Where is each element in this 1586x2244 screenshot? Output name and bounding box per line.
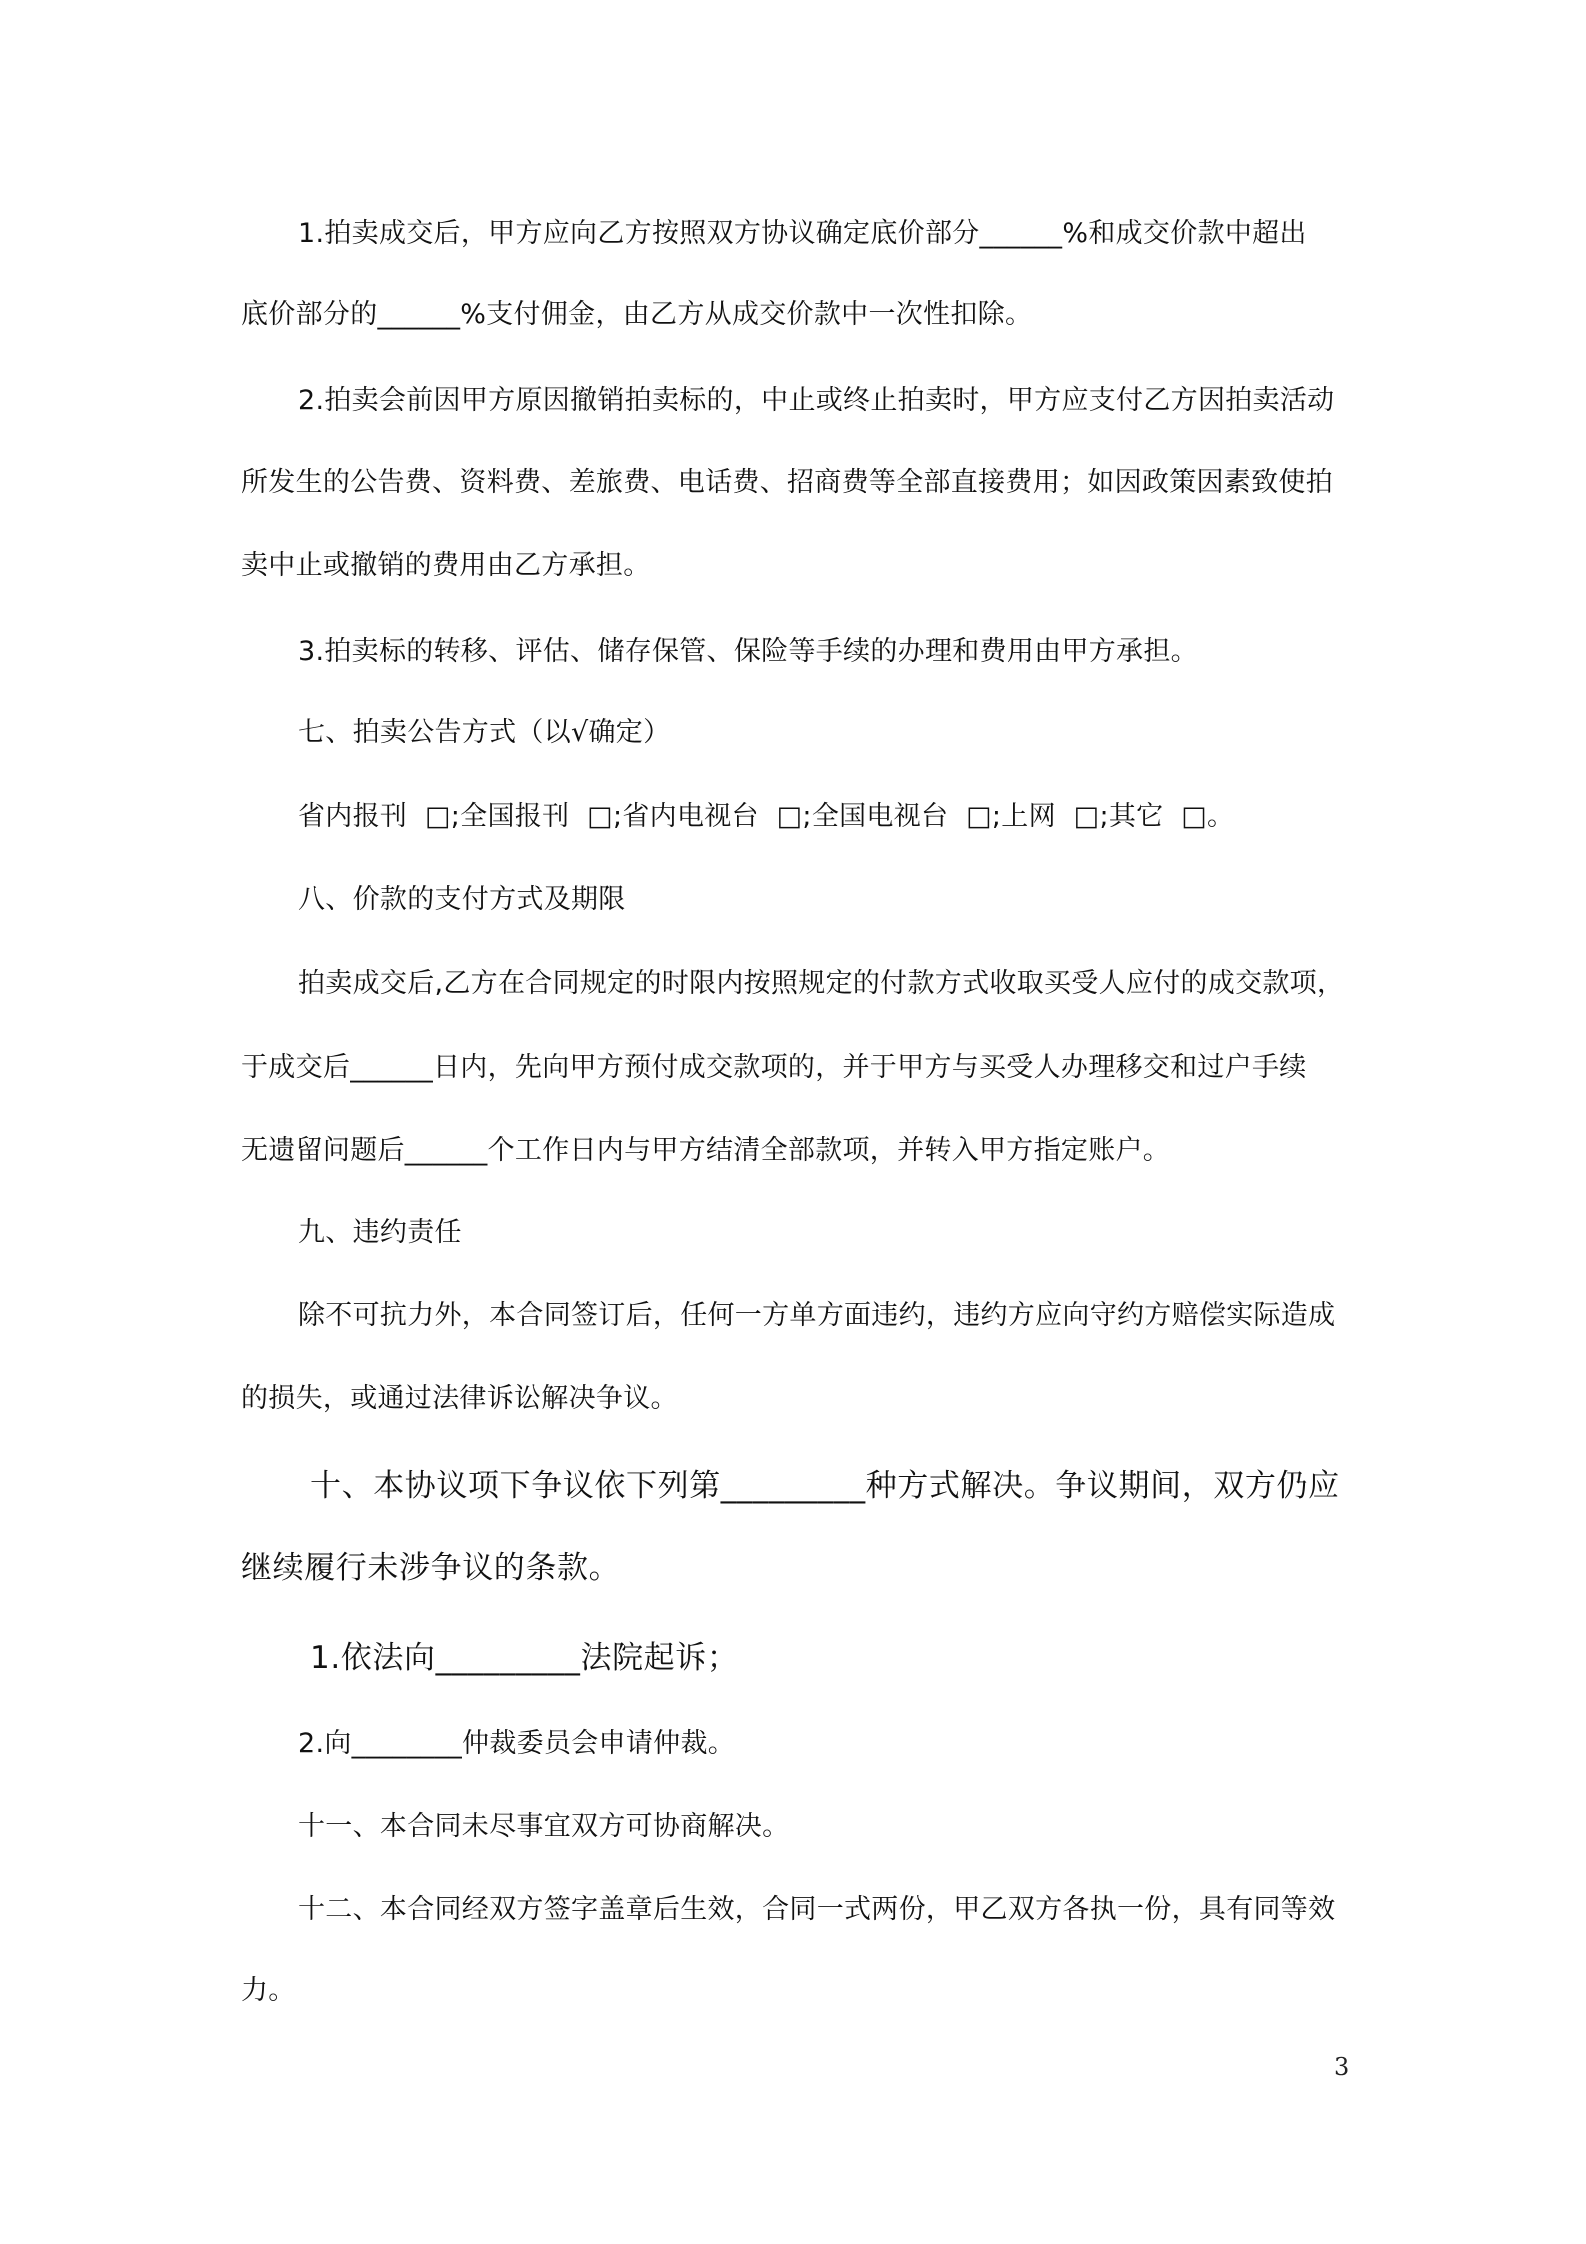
clause-6-item-2-line-3: 卖中止或撤销的费用由乙方承担。 xyxy=(241,550,651,581)
clause-6-item-1-line-1: 1.拍卖成交后，甲方应向乙方按照双方协议确定底价部分______%和成交价款中超出 xyxy=(298,218,1307,249)
clause-6-item-3: 3.拍卖标的转移、评估、储存保管、保险等手续的办理和费用由甲方承担。 xyxy=(298,636,1198,667)
section-10-option-2: 2.向________仲裁委员会申请仲裁。 xyxy=(298,1728,736,1759)
section-12-line-2: 力。 xyxy=(241,1975,296,2006)
section-7-options: 省内报刊 □;全国报刊 □;省内电视台 □;全国电视台 □;上网 □;其它 □。 xyxy=(298,801,1235,832)
clause-6-item-1-line-2: 底价部分的______%支付佣金，由乙方从成交价款中一次性扣除。 xyxy=(241,299,1033,330)
section-10-option-1: 1.依法向_________法院起诉； xyxy=(310,1640,739,1676)
section-8-heading: 八、价款的支付方式及期限 xyxy=(298,884,626,915)
section-8-line-2: 于成交后______日内，先向甲方预付成交款项的，并于甲方与买受人办理移交和过户手续 xyxy=(241,1052,1307,1083)
section-8-line-1: 拍卖成交后,乙方在合同规定的时限内按照规定的付款方式收取买受人应付的成交款项， xyxy=(298,968,1345,999)
section-9-heading: 九、违约责任 xyxy=(298,1217,462,1248)
clause-6-item-2-line-1: 2.拍卖会前因甲方原因撤销拍卖标的，中止或终止拍卖时，甲方应支付乙方因拍卖活动 xyxy=(298,385,1335,416)
section-9-line-1: 除不可抗力外，本合同签订后，任何一方单方面违约，违约方应向守约方赔偿实际造成 xyxy=(298,1300,1336,1331)
section-8-line-3: 无遗留问题后______个工作日内与甲方结清全部款项，并转入甲方指定账户。 xyxy=(241,1135,1171,1166)
section-9-line-2: 的损失，或通过法律诉讼解决争议。 xyxy=(241,1383,678,1414)
section-12-line-1: 十二、本合同经双方签字盖章后生效，合同一式两份，甲乙双方各执一份，具有同等效 xyxy=(298,1894,1336,1925)
clause-6-item-2-line-2: 所发生的公告费、资料费、差旅费、电话费、招商费等全部直接费用；如因政策因素致使拍 xyxy=(241,467,1333,498)
section-7-heading: 七、拍卖公告方式（以√确定） xyxy=(298,717,671,748)
section-11: 十一、本合同未尽事宜双方可协商解决。 xyxy=(298,1811,790,1842)
section-10-line-1: 十、本协议项下争议依下列第_________种方式解决。争议期间，双方仍应 xyxy=(310,1468,1340,1504)
page-number: 3 xyxy=(1334,2053,1350,2081)
section-10-line-2: 继续履行未涉争议的条款。 xyxy=(241,1550,621,1586)
